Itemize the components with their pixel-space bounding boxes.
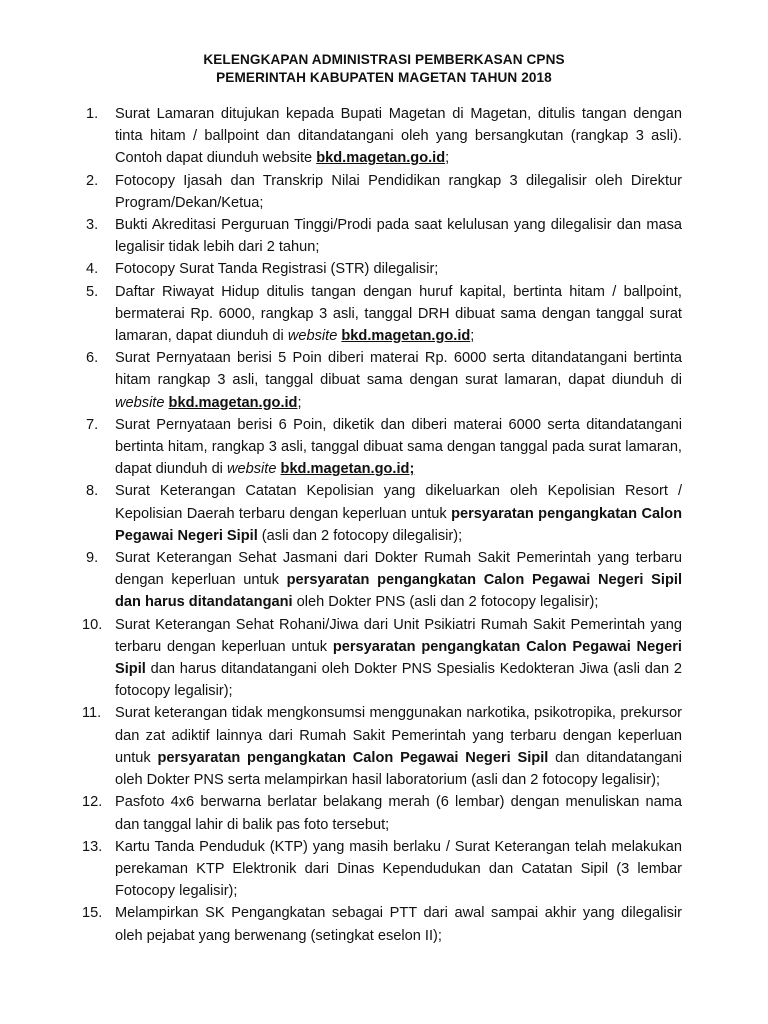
document-title-line-1: KELENGKAPAN ADMINISTRASI PEMBERKASAN CPNS bbox=[203, 52, 565, 67]
item-text: Surat Pernyataan berisi 5 Poin diberi materai Rp. 6000 serta ditandatangani bertinta hitam rangkap 3 asli, tanggal dibuat sama dengan surat lamaran, dapat diunduh di bbox=[115, 350, 682, 389]
website-link[interactable]: bkd.magetan.go.id bbox=[280, 461, 410, 478]
item-number: 7. bbox=[86, 416, 99, 433]
website-word: website bbox=[226, 461, 277, 478]
item-number: 6. bbox=[86, 350, 99, 367]
item-number: 12. bbox=[82, 794, 103, 811]
list-item bbox=[82, 170, 682, 214]
list-item bbox=[82, 791, 682, 835]
website-word: website bbox=[115, 394, 165, 411]
item-text-tail: dan ditandatangani oleh Dokter PNS serta melampirkan hasil laboratorium (asli dan 2 fotocopy legalisir); bbox=[115, 749, 683, 789]
website-link[interactable]: bkd.magetan.go.id bbox=[316, 150, 446, 167]
item-text: Surat Keterangan Catatan Kepolisian yang dikeluarkan oleh Kepolisian Resort / Kepolisian Daerah terbaru dengan keperluan untuk bbox=[115, 483, 682, 522]
item-text: Kartu Tanda Penduduk (KTP) yang masih berlaku / Surat Keterangan telah melakukan perekaman KTP Elektronik dari Dinas Kependudukan dan Catatan Sipil (3 lembar Fotocopy legalisir); bbox=[115, 838, 682, 900]
item-text-tail: (asli dan 2 fotocopy dilegalisir); bbox=[257, 527, 463, 544]
document-title-line-2: PEMERINTAH KABUPATEN MAGETAN TAHUN 2018 bbox=[216, 70, 552, 85]
list-item bbox=[82, 347, 682, 414]
item-text: Pasfoto 4x6 berwarna berlatar belakang merah (6 lembar) dengan menuliskan nama dan tanggal lahir di balik pas foto tersebut; bbox=[115, 794, 682, 833]
list-item bbox=[82, 414, 682, 481]
list-item bbox=[82, 214, 682, 258]
item-bold-text: persyaratan pengangkatan Calon Pegawai Negeri Sipil dan harus ditandatangani bbox=[115, 572, 682, 611]
item-bold-text: persyaratan pengangkatan Calon Pegawai Negeri Sipil bbox=[157, 749, 549, 766]
item-number: 10. bbox=[82, 616, 103, 633]
item-number: 1. bbox=[86, 106, 99, 122]
item-text-tail: dan harus ditandatangani oleh Dokter PNS Spesialis Kedokteran Jiwa (asli dan 2 fotocopy legalisir); bbox=[115, 661, 682, 700]
list-item bbox=[82, 547, 682, 614]
item-text: Melampirkan SK Pengangkatan sebagai PTT dari awal sampai akhir yang dilegalisir oleh pejabat yang berwenang (setingkat eselon II); bbox=[115, 905, 682, 944]
item-text: Surat keterangan tidak mengkonsumsi menggunakan narkotika, psikotropika, prekursor dan zat adiktif lainnya dari Rumah Sakit Pemerintah yang terbaru dengan keperluan untuk bbox=[115, 705, 682, 766]
item-text-tail: ; bbox=[409, 461, 415, 478]
list-item bbox=[82, 902, 682, 946]
list-item bbox=[82, 103, 682, 170]
website-link[interactable]: bkd.magetan.go.id bbox=[341, 328, 471, 345]
item-number: 4. bbox=[86, 261, 99, 278]
website-word: website bbox=[287, 328, 338, 345]
list-item bbox=[82, 258, 682, 280]
item-text: Fotocopy Ijasah dan Transkrip Nilai Pendidikan rangkap 3 dilegalisir oleh Direktur Program/Dekan/Ketua; bbox=[115, 172, 682, 211]
list-item bbox=[82, 480, 682, 547]
item-text: Fotocopy Surat Tanda Registrasi (STR) dilegalisir; bbox=[115, 261, 439, 278]
list-item bbox=[82, 702, 682, 791]
website-link[interactable]: bkd.magetan.go.id bbox=[168, 394, 298, 411]
item-text: Surat Pernyataan berisi 6 Poin, diketik dan diberi materai 6000 serta ditandatangani bertinta hitam, rangkap 3 asli, tanggal dibuat sama dengan tanggal pada surat lamaran, dapat diunduh di bbox=[115, 416, 682, 478]
item-text: Bukti Akreditasi Perguruan Tinggi/Prodi pada saat kelulusan yang dilegalisir dan masa legalisir tidak lebih dari 2 tahun; bbox=[115, 217, 682, 256]
item-text: Surat Keterangan Sehat Jasmani dari Dokter Rumah Sakit Pemerintah yang terbaru dengan keperluan untuk bbox=[115, 550, 682, 589]
item-text-tail: ; bbox=[445, 150, 450, 167]
list-item bbox=[82, 281, 682, 348]
item-text-tail: oleh Dokter PNS (asli dan 2 fotocopy legalisir); bbox=[292, 594, 599, 611]
requirements-list bbox=[82, 103, 682, 947]
item-number: 9. bbox=[86, 550, 99, 567]
item-number: 5. bbox=[86, 283, 99, 300]
item-number: 15. bbox=[82, 905, 103, 922]
item-text: Surat Lamaran ditujukan kepada Bupati Magetan di Magetan, ditulis tangan dengan tinta hitam / ballpoint dan ditandatangani oleh yang bersangkutan (rangkap 3 asli). Contoh dapat diunduh website bbox=[115, 106, 682, 167]
item-number: 3. bbox=[86, 217, 99, 234]
list-item bbox=[82, 614, 682, 703]
item-bold-text: persyaratan pengangkatan Calon Pegawai Negeri Sipil bbox=[115, 505, 682, 544]
item-text-tail: ; bbox=[297, 394, 302, 411]
item-number: 2. bbox=[86, 172, 99, 189]
item-text: Surat Keterangan Sehat Rohani/Jiwa dari Unit Psikiatri Rumah Sakit Pemerintah yang terbaru dengan keperluan untuk bbox=[115, 616, 682, 655]
item-text: Daftar Riwayat Hidup ditulis tangan dengan huruf kapital, bertinta hitam / ballpoint, bermaterai Rp. 6000, rangkap 3 asli, tanggal DRH dibuat sama dengan tanggal surat lamaran, dapat diunduh di bbox=[115, 283, 682, 345]
item-number: 8. bbox=[86, 483, 99, 500]
list-item bbox=[82, 836, 682, 903]
item-number: 11. bbox=[82, 705, 102, 722]
item-number: 13. bbox=[82, 838, 103, 855]
item-text-tail: ; bbox=[470, 328, 475, 345]
item-bold-text: persyaratan pengangkatan Calon Pegawai Negeri Sipil bbox=[115, 638, 682, 678]
